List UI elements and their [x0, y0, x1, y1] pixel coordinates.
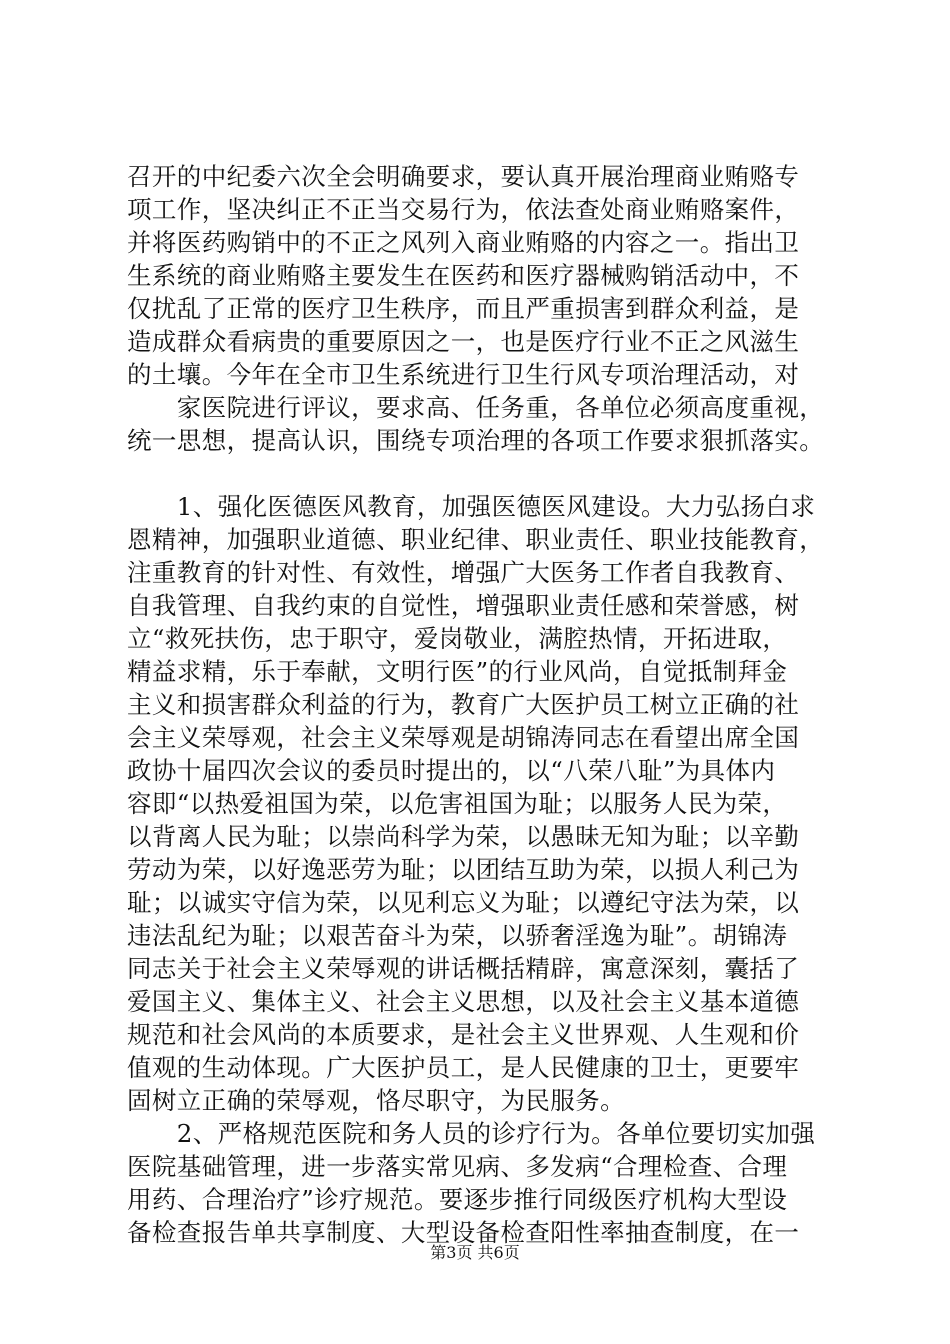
text-line: 耻；以诚实守信为荣，以见利忘义为耻；以遵纪守法为荣，以 [127, 888, 800, 917]
text-line: 立“救死扶伤，忠于职守，爱岗敬业，满腔热情，开拓进取， [127, 624, 788, 653]
document-body [127, 160, 827, 1249]
text-line: 主义和损害群众利益的行为，教育广大医护员工树立正确的社 [127, 690, 800, 719]
page-number-footer: 第3页 共6页 [430, 1243, 520, 1262]
text-line: 备检查报告单共享制度、大型设备检查阳性率抽查制度，在一 [127, 1218, 800, 1247]
text-line: 同志关于社会主义荣辱观的讲话概括精辟，寓意深刻，囊括了 [127, 954, 800, 983]
text-line: 容即“以热爱祖国为荣，以危害祖国为耻；以服务人民为荣， [127, 789, 788, 818]
text-line: 医院基础管理，进一步落实常见病、多发病“合理检查、合理 [127, 1152, 788, 1181]
text-line: 统一思想，提高认识，围绕专项治理的各项工作要求狠抓落实。 [127, 426, 825, 455]
text-line: 精益求精，乐于奉献，文明行医”的行业风尚，自觉抵制拜金 [127, 657, 788, 686]
paragraph-gap [127, 457, 827, 490]
text-line: 固树立正确的荣辱观，恪尽职守，为民服务。 [127, 1086, 625, 1115]
text-line: 生系统的商业贿赂主要发生在医药和医疗器械购销活动中，不 [127, 261, 800, 290]
text-line: 项工作，坚决纠正不正当交易行为，依法查处商业贿赂案件， [127, 195, 800, 224]
text-line: 劳动为荣，以好逸恶劳为耻；以团结互助为荣，以损人利己为 [127, 855, 800, 884]
text-line: 造成群众看病贵的重要原因之一，也是医疗行业不正之风滋生 [127, 327, 800, 356]
text-line: 召开的中纪委六次全会明确要求，要认真开展治理商业贿赂专 [127, 162, 800, 191]
text-line: 恩精神，加强职业道德、职业纪律、职业责任、职业技能教育， [127, 525, 825, 554]
text-line: 注重教育的针对性、有效性，增强广大医务工作者自我教育、 [127, 558, 800, 587]
text-line: 以背离人民为耻；以崇尚科学为荣，以愚昧无知为耻；以辛勤 [127, 822, 800, 851]
text-line: 自我管理、自我约束的自觉性，增强职业责任感和荣誉感，树 [127, 591, 800, 620]
text-line: 的土壤。今年在全市卫生系统进行卫生行风专项治理活动，对 [127, 360, 800, 389]
text-line: 违法乱纪为耻；以艰苦奋斗为荣，以骄奢淫逸为耻”。胡锦涛 [127, 921, 788, 950]
text-line: 1、强化医德医风教育，加强医德医风建设。大力弘扬白求 [127, 492, 816, 521]
text-line: 2、严格规范医院和务人员的诊疗行为。各单位要切实加强 [127, 1119, 816, 1148]
text-line: 用药、合理治疗”诊疗规范。要逐步推行同级医疗机构大型设 [127, 1185, 788, 1214]
text-line: 仅扰乱了正常的医疗卫生秩序，而且严重损害到群众利益，是 [127, 294, 800, 323]
text-line: 爱国主义、集体主义、社会主义思想，以及社会主义基本道德 [127, 987, 800, 1016]
text-line: 会主义荣辱观，社会主义荣辱观是胡锦涛同志在看望出席全国 [127, 723, 800, 752]
text-line: 政协十届四次会议的委员时提出的，以“八荣八耻”为具体内 [127, 756, 776, 785]
text-line: 规范和社会风尚的本质要求，是社会主义世界观、人生观和价 [127, 1020, 800, 1049]
text-line: 值观的生动体现。广大医护员工，是人民健康的卫士，更要牢 [127, 1053, 800, 1082]
text-line: 并将医药购销中的不正之风列入商业贿赂的内容之一。指出卫 [127, 228, 800, 257]
text-line: 家医院进行评议，要求高、任务重，各单位必须高度重视， [127, 393, 825, 422]
